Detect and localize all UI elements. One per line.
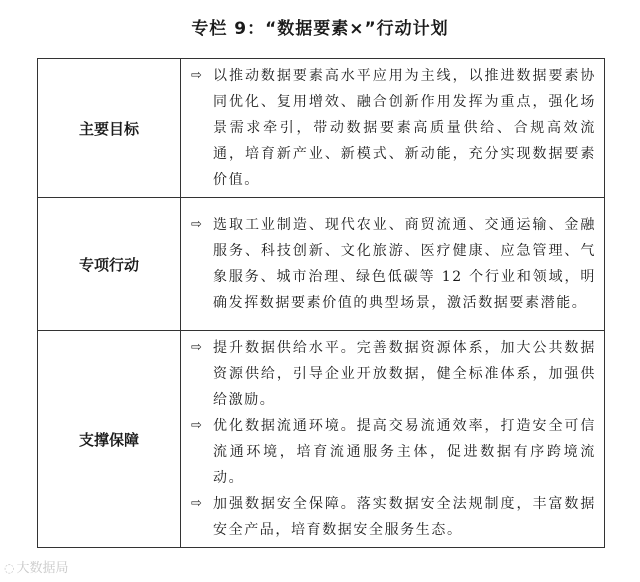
- bullet-text: 选取工业制造、现代农业、商贸流通、交通运输、金融服务、科技创新、文化旅游、医疗健康、应急管理、气象服务、城市治理、绿色低碳等 12 个行业和领域，明确发挥数据要素价值的典型场景，激活数据要素潜能。: [213, 217, 596, 311]
- bullet-text: 提升数据供给水平。完善数据资源体系，加大公共数据资源供给，引导企业开放数据，健全标准体系，加强供给激励。: [213, 340, 596, 408]
- table-row: [38, 198, 605, 331]
- row-label: 专项行动: [38, 198, 181, 331]
- hollow-arrow-icon: ⇨: [191, 217, 202, 232]
- hollow-arrow-icon: ⇨: [191, 68, 202, 83]
- bullet-text: 以推动数据要素高水平应用为主线，以推进数据要素协同优化、复用增效、融合创新作用发挥为重点，强化场景需求牵引，带动数据要素高质量供给、合规高效流通，培育新产业、新模式、新动能，充分实现数据要素价值。: [213, 68, 596, 188]
- page-title: 专栏 9：“数据要素×”行动计划: [191, 19, 449, 39]
- table-row: [38, 59, 605, 198]
- row-content: [181, 59, 605, 198]
- row-content: [181, 198, 605, 331]
- watermark-text: 大数据局: [16, 561, 69, 576]
- list-item: [191, 413, 596, 491]
- hollow-arrow-icon: ⇨: [191, 340, 202, 355]
- watermark-logo-icon: ◌: [4, 561, 15, 575]
- bullet-text: 加强数据安全保障。落实数据安全法规制度，丰富数据安全产品，培育数据安全服务生态。: [213, 496, 596, 538]
- table-row: [38, 331, 605, 548]
- hollow-arrow-icon: ⇨: [191, 496, 202, 511]
- action-plan-table: [37, 58, 605, 548]
- row-label: 支撑保障: [38, 331, 181, 548]
- list-item: [191, 212, 596, 316]
- watermark: [4, 557, 69, 576]
- list-item: [191, 335, 596, 413]
- hollow-arrow-icon: ⇨: [191, 418, 202, 433]
- list-item: [191, 63, 596, 193]
- row-content: [181, 331, 605, 548]
- bullet-text: 优化数据流通环境。提高交易流通效率，打造安全可信流通环境，培育流通服务主体，促进数据有序跨境流动。: [213, 418, 596, 486]
- row-label: 主要目标: [38, 59, 181, 198]
- list-item: [191, 491, 596, 543]
